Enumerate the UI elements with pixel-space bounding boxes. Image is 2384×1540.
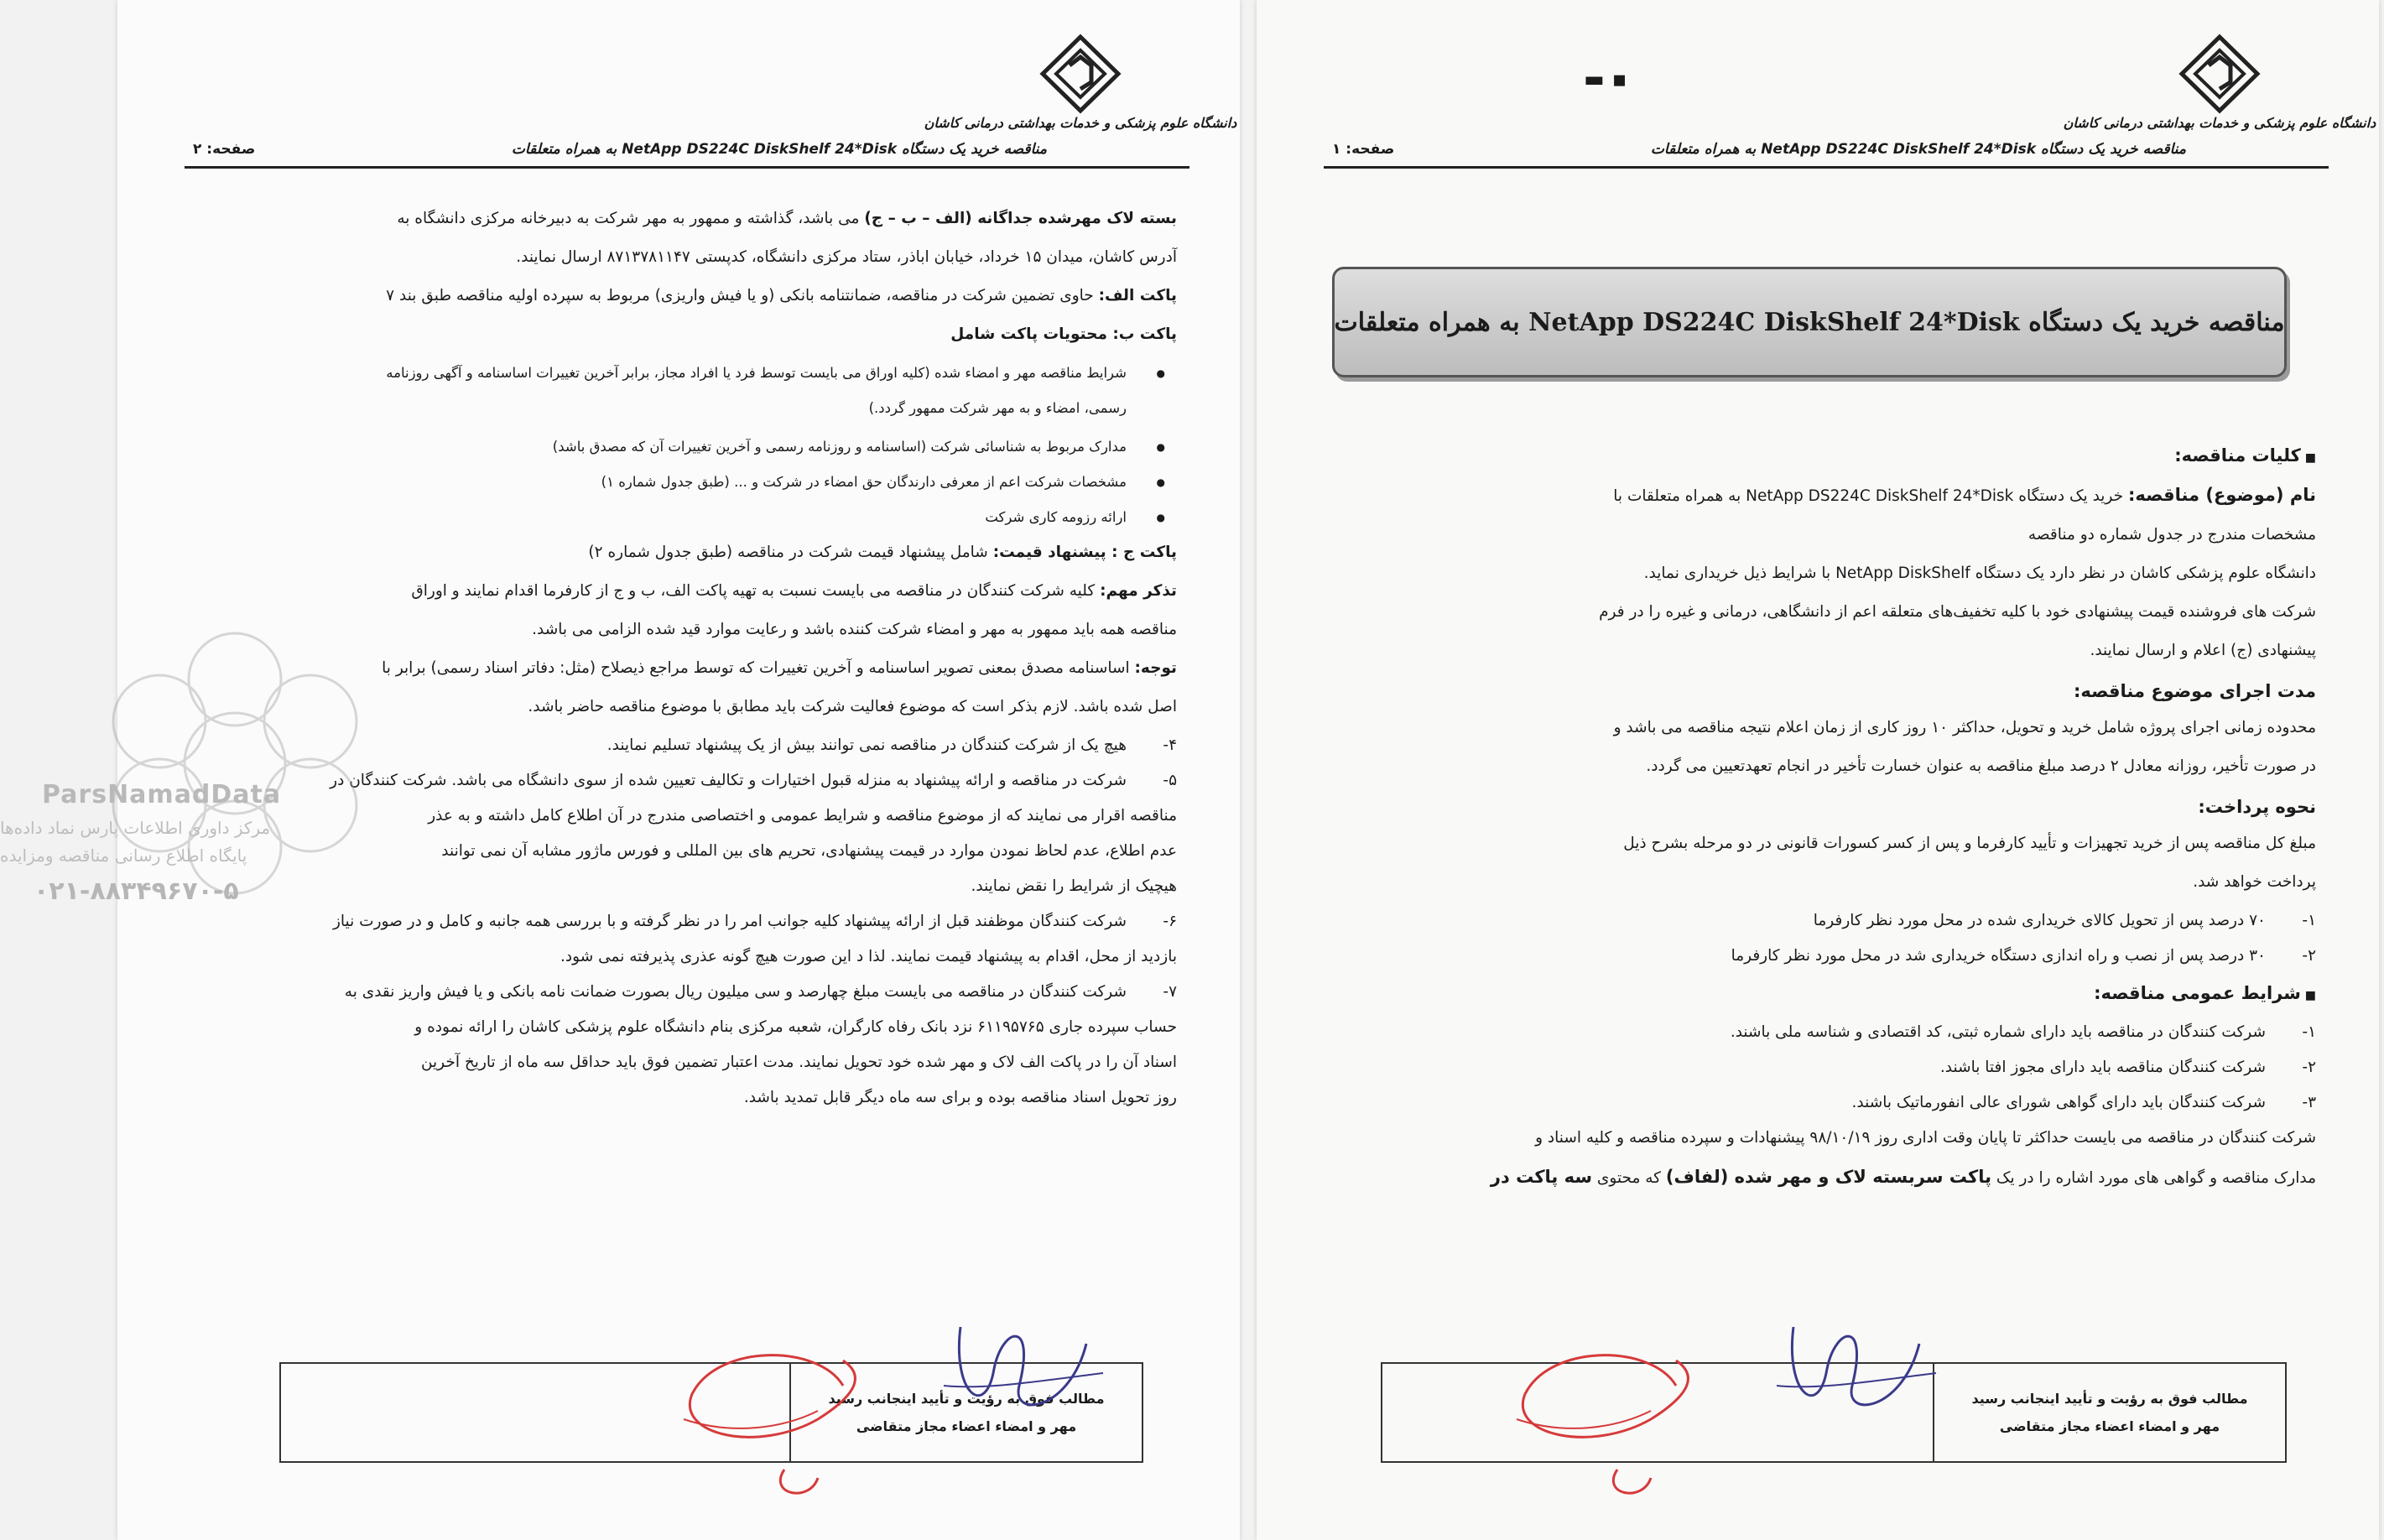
- header-rule: [1324, 166, 2329, 169]
- page-1-body: [1328, 436, 2316, 1199]
- list-item: ● مدارک مربوط به شناسائی شرکت (اساسنامه و روزنامه رسمی و آخرین تغییرات آن که مصدق باشد): [189, 429, 1177, 465]
- header-rule: [185, 166, 1189, 169]
- payment-text-2: پرداخت خواهد شد.: [2193, 873, 2316, 891]
- packet-b-list: [189, 356, 1177, 535]
- packet-a-label: پاکت الف:: [1098, 287, 1177, 304]
- list-item-continued: رسمی، امضاء و به مهر شرکت ممهور گردد.): [868, 400, 1127, 416]
- signature-icon: [566, 1293, 1153, 1511]
- university-emblem-icon: [2165, 34, 2274, 113]
- university-name: دانشگاه علوم پزشکی و خدمات بهداشتی درمانی کاشان: [924, 115, 1237, 131]
- page-1: [1257, 0, 2379, 1540]
- note-label: تذکر مهم:: [1100, 582, 1177, 600]
- list-item: ● ارائه رزومه کاری شرکت: [189, 500, 1177, 535]
- note-text-2: مناقصه همه باید ممهور به مهر و امضاء شرکت کننده باشد و رعایت موارد قید شده الزامی می باشد.: [532, 621, 1177, 638]
- list-item-continued: حساب سپرده جاری ۶۱۱۹۵۷۶۵ نزد بانک رفاه کارگران، شعبه مرکزی بنام دانشگاه علوم پزشکی کاشان را ارائه نموده و: [414, 1018, 1177, 1036]
- signature-line-2: مهر و امضاء اعضاء مجاز متقاضی: [1999, 1418, 2220, 1434]
- vendor-instruction-2: پیشنهادی (ج) اعلام و ارسال نمایند.: [2090, 642, 2316, 659]
- signature-box: [279, 1362, 1143, 1463]
- page-2-body: [189, 201, 1177, 1116]
- duration-text: محدوده زمانی اجرای پروژه شامل خرید و تحویل، حداکثر ۱۰ روز کاری از زمان اعلام نتیجه مناقصه می باشد و: [1613, 719, 2316, 736]
- tender-name-text: خرید یک دستگاه NetApp DS224C DiskShelf 24*Disk به همراه متعلقات با: [1613, 487, 2124, 505]
- list-item-continued: بازدید از محل، اقدام به پیشنهاد قیمت نمایند. لذا د این صورت هیچ گونه عذری پذیرفته نمی شود.: [560, 948, 1177, 965]
- list-item-continued: عدم اطلاع، عدم لحاظ نمودن موارد در قیمت پیشنهادی، تحریم های بین المللی و فورس ماژور مشابه آن نمی توانند: [441, 842, 1177, 860]
- tender-name-text-2: مشخصات مندرج در جدول شماره دو مناقصه: [2027, 526, 2316, 544]
- envelope-text: می باشد، گذاشته و ممهور به مهر شرکت به دبیرخانه مرکزی دانشگاه به: [397, 210, 860, 227]
- signature-icon: [1399, 1293, 1986, 1511]
- scan-marks: ▪ ▬: [1584, 67, 1627, 92]
- packet-b-label: پاکت ب: محتویات پاکت شامل: [950, 325, 1177, 343]
- list-item: ● مشخصات شرکت اعم از معرفی دارندگان حق امضاء در شرکت و ... (طبق جدول شماره ۱): [189, 465, 1177, 500]
- signature-box: [1381, 1362, 2287, 1463]
- signature-line-1: مطالب فوق به رؤیت و تأیید اینجانب رسید: [1971, 1391, 2248, 1407]
- envelope-label: بسته لاک مهرشده جداگانه (الف – ب – ج): [864, 210, 1177, 227]
- list-item: ۲- شرکت کنندگان مناقصه باید دارای مجوز افتا باشند.: [1939, 1059, 2316, 1076]
- payment-text: مبلغ کل مناقصه پس از خرید تجهیزات و تأیید کارفرما و پس از کسر کسورات قانونی در دو مرحله بشرح ذیل: [1623, 835, 2316, 852]
- university-name: دانشگاه علوم پزشکی و خدمات بهداشتی درمانی کاشان: [2063, 115, 2376, 131]
- list-item: ۶- شرکت کنندگان موظفند قبل از ارائه پیشنهاد کلیه جوانب امر را در نظر گرفته و با بررسی همه جانبه و کامل و در صورت نیاز: [332, 913, 1177, 930]
- list-item: ۲- ۳۰ درصد پس از نصب و راه اندازی دستگاه خریداری شد در محل مورد نظر کارفرما: [1731, 947, 2316, 965]
- page-number: صفحه: ۲: [193, 141, 256, 158]
- section-conditions: ■ شرایط عمومی مناقصه:: [1328, 974, 2316, 1015]
- attention-label: توجه:: [1134, 659, 1177, 677]
- list-item-continued: مناقصه اقرار می نمایند که از موضوع مناقصه و شرایط عمومی و اختصاصی مندرج در آن اطلاع کامل داشته و به عذر: [428, 807, 1177, 825]
- conditions-list: [1328, 1015, 2316, 1121]
- packet-a-text: حاوی تضمین شرکت در مناقصه، ضمانتنامه بانکی (و یا فیش واریزی) مربوط به سپرده اولیه مناقصه طبق بند ۷: [386, 287, 1094, 304]
- section-duration: مدت اجرای موضوع مناقصه:: [2073, 681, 2316, 701]
- conditions-list-continued: [189, 728, 1177, 1116]
- list-item-continued: هیچیک از شرایط را نقض نمایند.: [971, 877, 1177, 895]
- signature-line-2: مهر و امضاء اعضاء مجاز متقاضی: [856, 1418, 1077, 1434]
- sealed-envelope: پاکت سربسته لاک و مهر شده (لفاف): [1665, 1167, 1992, 1187]
- duration-text-2: در صورت تأخیر، روزانه معادل ۲ درصد مبلغ مناقصه به عنوان خسارت تأخیر در انجام تعهدتعیین می گردد.: [1646, 757, 2316, 775]
- section-payment: نحوه پرداخت:: [2198, 797, 2316, 817]
- list-item: ۱- ۷۰ درصد پس از تحویل کالای خریداری شده در محل مورد نظر کارفرما: [1813, 912, 2316, 929]
- university-logo: [924, 34, 1237, 143]
- list-item: ۴- هیچ یک از شرکت کنندگان در مناقصه نمی توانند بیش از یک پیشنهاد تسلیم نمایند.: [606, 736, 1177, 754]
- packet-c-label: پاکت ج : پیشنهاد قیمت:: [992, 544, 1177, 561]
- deadline-text-2: مدارک مناقصه و گواهی های مورد اشاره را در یک: [1996, 1169, 2316, 1187]
- university-emblem-icon: [1026, 34, 1135, 113]
- list-item: ۵- شرکت در مناقصه و ارائه پیشنهاد به منزله قبول اختیارات و تکالیف تعیین شده از سوی دانشگاه می باشد. شرکت کنندگان در: [330, 772, 1177, 789]
- header-title: مناقصه خرید یک دستگاه NetApp DS224C DiskShelf 24*Disk به همراه متعلقات: [1650, 141, 2186, 158]
- page-number: صفحه: ۱: [1332, 141, 1395, 158]
- list-item: ● شرایط مناقصه مهر و امضاء شده (کلیه اوراق می بایست توسط فرد یا افراد مجاز، برابر آخرین تغییرات اساسنامه و آگهی روزنامه: [189, 356, 1177, 391]
- signature-line-1: مطالب فوق به رؤیت و تأیید اینجانب رسید: [828, 1391, 1105, 1407]
- payment-list: [1328, 903, 2316, 974]
- university-logo: [2063, 34, 2376, 143]
- address-text: آدرس کاشان، میدان ۱۵ خرداد، خیابان اباذر، ستاد مرکزی دانشگاه، کدپستی ۸۷۱۳۷۸۱۱۴۷ ارسال نمایند.: [516, 248, 1177, 266]
- watermark-brand: ParsNamadData: [42, 780, 282, 809]
- banner-title: مناقصه خرید یک دستگاه NetApp DS224C DiskShelf 24*Disk به همراه متعلقات: [1334, 307, 2285, 337]
- watermark-line-2: پایگاه اطلاع رسانی مناقصه ومزایده: [0, 845, 247, 866]
- attention-text: اساسنامه مصدق بمعنی تصویر اساسنامه و آخرین تغییرات که توسط مراجع ذیصلاح (مثل: دفاتر اسناد رسمی) برابر با: [382, 659, 1130, 677]
- packet-c-text: شامل پیشنهاد قیمت شرکت در مناقصه (طبق جدول شماره ۲): [588, 544, 988, 561]
- note-text: کلیه شرکت کنندگان در مناقصه می بایست نسبت به تهیه پاکت الف، ب و ج از کارفرما اقدام نمایند و اوراق: [411, 582, 1096, 600]
- page-header: [1324, 34, 2376, 168]
- header-title: مناقصه خرید یک دستگاه NetApp DS224C DiskShelf 24*Disk به همراه متعلقات: [511, 141, 1047, 158]
- three-envelopes: سه پاکت در: [1490, 1167, 1593, 1187]
- section-general: ■ کلیات مناقصه:: [1328, 436, 2316, 477]
- page-header: [185, 34, 1237, 168]
- signature-area: [281, 1364, 789, 1461]
- tender-title-banner: [1332, 267, 2287, 377]
- list-item-continued: اسناد آن را در پاکت الف لاک و مهر شده خود تحویل نمایند. مدت اعتبار تضمین فوق باید حداقل سه ماه از تاریخ آخرین: [420, 1054, 1177, 1071]
- list-item-continued: روز تحویل اسناد مناقصه بوده و برای سه ماه دیگر قابل تمدید باشد.: [743, 1089, 1177, 1106]
- university-intent: دانشگاه علوم پزشکی کاشان در نظر دارد یک دستگاه NetApp DiskShelf با شرایط ذیل خریداری نماید.: [1643, 564, 2316, 582]
- list-item: ۷- شرکت کنندگان در مناقصه می بایست مبلغ چهارصد و سی میلیون ریال بصورت ضمانت نامه بانکی و یا فیش واریز نقدی به: [344, 983, 1177, 1001]
- vendor-instruction: شرکت های فروشنده قیمت پیشنهادی خود با کلیه تخفیف‌های متعلقه اعم از دانشگاهی، درمانی و غیره را در فرم: [1599, 603, 2316, 621]
- deadline-text: شرکت کنندگان در مناقصه می بایست حداکثر تا پایان وقت اداری روز ۹۸/۱۰/۱۹ پیشنهادات و سپرده مناقصه و کلیه اسناد و: [1535, 1129, 2316, 1147]
- watermark-line-1: مرکز داوری اطلاعات پارس نماد داده‌ها: [0, 818, 271, 838]
- attention-text-2: اصل شده باشد. لازم بذکر است که موضوع فعالیت شرکت باید مطابق با موضوع مناقصه حاضر باشد.: [528, 698, 1177, 715]
- list-item: ۳- شرکت کنندگان باید دارای گواهی شورای عالی انفورماتیک باشند.: [1851, 1094, 2316, 1111]
- list-item: ۱- شرکت کنندگان در مناقصه باید دارای شماره ثبتی، کد اقتصادی و شناسه ملی باشند.: [1730, 1023, 2316, 1041]
- tender-name-label: نام (موضوع) مناقصه:: [2128, 485, 2316, 505]
- signature-area: [1382, 1364, 1933, 1461]
- deadline-text-3: که محتوی: [1596, 1169, 1661, 1187]
- watermark-phone: ۰۲۱-۸۸۳۴۹۶۷۰-۵: [34, 877, 239, 906]
